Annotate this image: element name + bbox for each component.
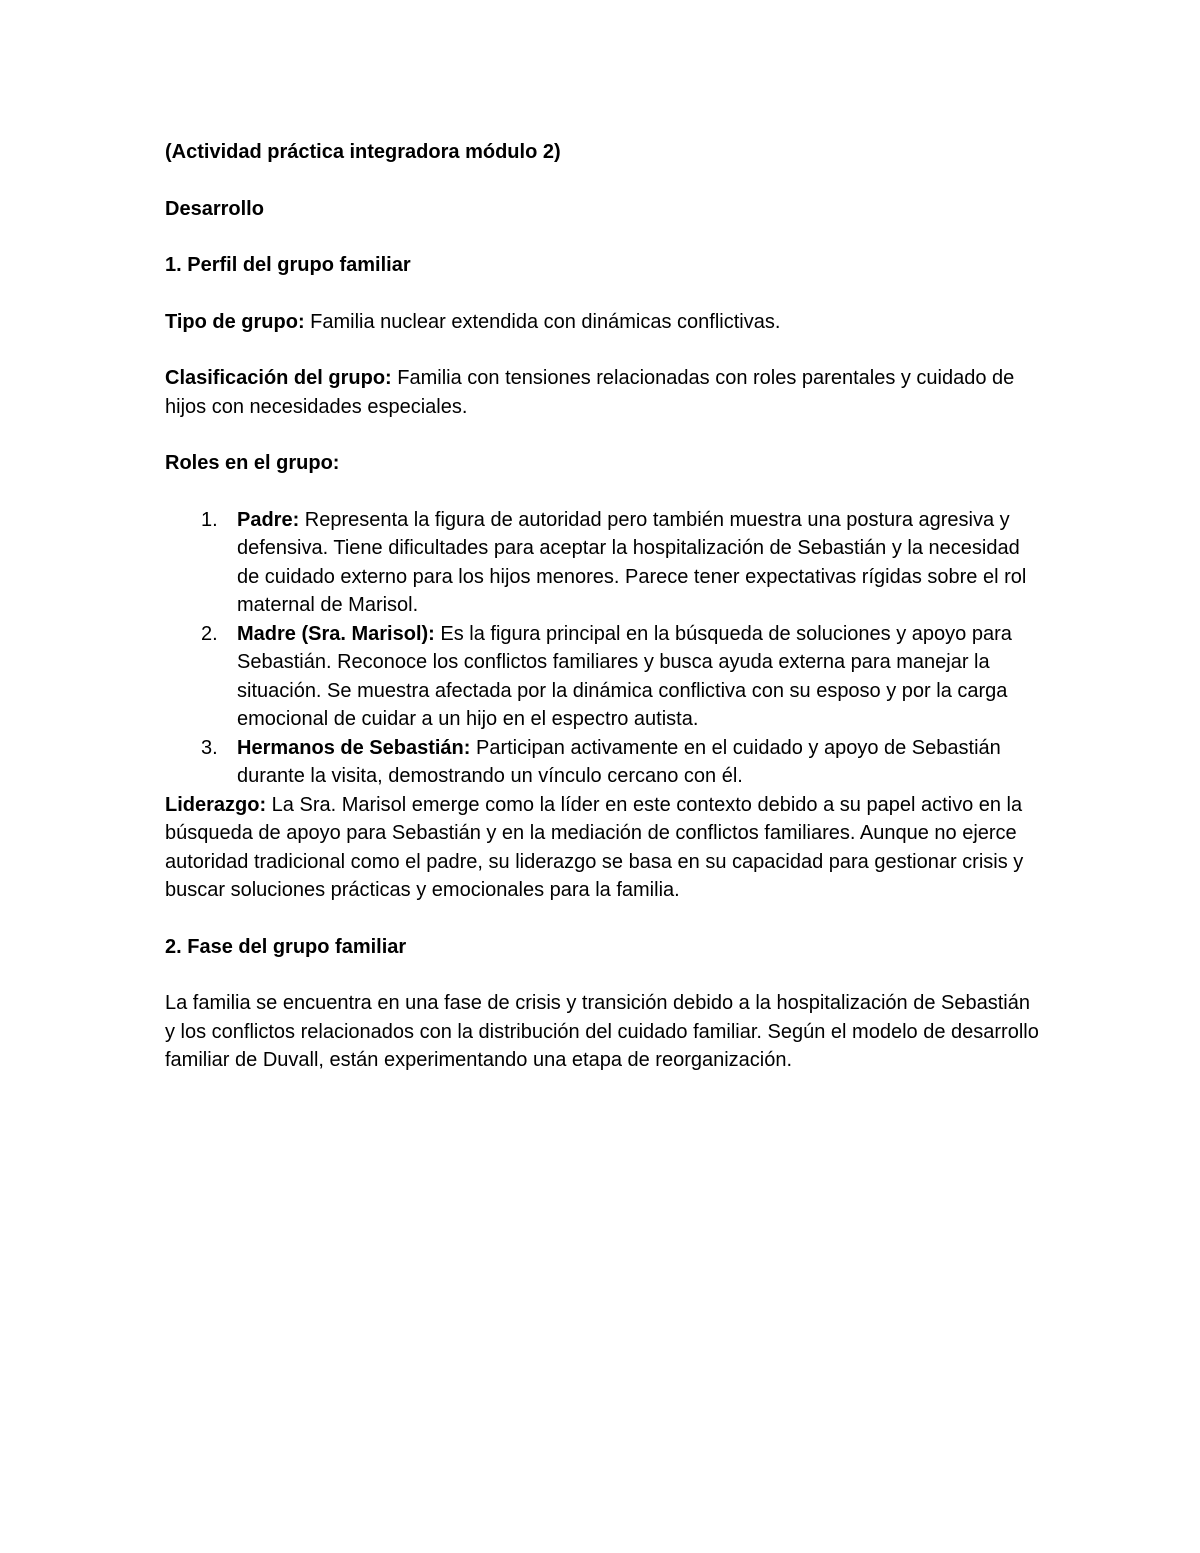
liderazgo-text: La Sra. Marisol emerge como la líder en este contexto debido a su papel activo en la búsqueda de apoyo para Sebastián y en la mediación de conflictos familiares. Aunque no ejerce autoridad tradicional como el padre, su liderazgo se basa en su capacidad para gestionar crisis y buscar soluciones prácticas y emocionales para la familia.	[165, 793, 1024, 901]
section-label: Desarrollo	[165, 197, 264, 220]
list-item-number: 2.	[201, 622, 218, 645]
clasificacion-label: Clasificación del grupo:	[165, 367, 392, 389]
role-label: Hermanos de Sebastián:	[237, 736, 471, 759]
tipo-text: Familia nuclear extendida con dinámicas conflictivas.	[304, 310, 781, 333]
clasificacion-text: Familia con tensiones relacionadas con roles parentales y cuidado de hijos con necesidades especiales.	[165, 367, 1015, 418]
role-text: Participan activamente en el cuidado y apoyo de Sebastián durante la visita, demostrando un vínculo cercano con él.	[237, 736, 1001, 787]
role-text: Es la figura principal en la búsqueda de soluciones y apoyo para Sebastián. Reconoce los conflictos familiares y busca ayuda externa para manejar la situación. Se muestra afectada por la dinámica conflictiva con su esposo y por la carga emocional de cuidar a un hijo en el espectro autista.	[237, 622, 1012, 730]
roles-list	[165, 506, 1045, 791]
role-text: Representa la figura de autoridad pero también muestra una postura agresiva y defensiva. Tiene dificultades para aceptar la hospitalización de Sebastián y la necesidad de cuidado externo para los hijos menores. Parece tener expectativas rígidas sobre el rol maternal de Marisol.	[237, 508, 1027, 616]
liderazgo-label: Liderazgo:	[165, 793, 267, 816]
list-item	[165, 620, 1045, 734]
tipo-paragraph	[165, 308, 1045, 337]
role-label: Madre (Sra. Marisol):	[237, 622, 435, 645]
section1-heading: 1. Perfil del grupo familiar	[165, 254, 411, 276]
list-item-number: 1.	[201, 508, 218, 531]
section2-heading: 2. Fase del grupo familiar	[165, 935, 407, 958]
clasificacion-paragraph	[165, 364, 1045, 421]
tipo-label: Tipo de grupo:	[165, 310, 305, 333]
list-item	[165, 506, 1045, 620]
document-title: (Actividad práctica integradora módulo 2)	[165, 141, 561, 163]
document-body	[165, 138, 1045, 1103]
roles-heading: Roles en el grupo:	[165, 452, 340, 474]
fase-paragraph: La familia se encuentra en una fase de crisis y transición debido a la hospitalización de Sebastián y los conflictos relacionados con la distribución del cuidado familiar. Según el modelo de desarrollo familiar de Duvall, están experimentando una etapa de reorganización.	[165, 992, 1039, 1071]
role-label: Padre:	[237, 508, 300, 531]
list-item-number: 3.	[201, 736, 218, 759]
liderazgo-paragraph	[165, 791, 1045, 905]
list-item	[165, 734, 1045, 791]
